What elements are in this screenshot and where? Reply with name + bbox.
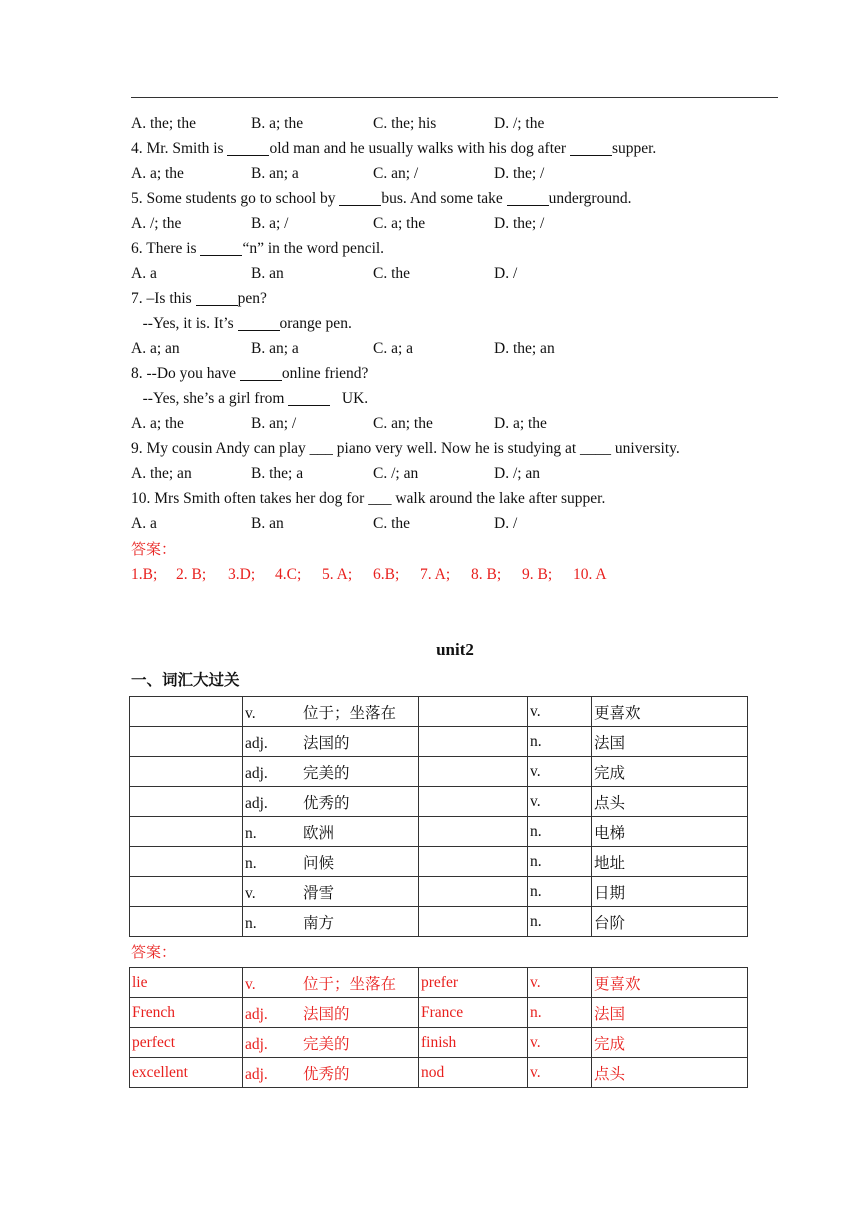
- word-cell: [419, 847, 528, 877]
- word-cell: [419, 877, 528, 907]
- meaning: 问候: [303, 854, 335, 872]
- definition-cell: [243, 817, 419, 847]
- part-of-speech: v.: [245, 704, 256, 722]
- question-7: 7. –Is this pen?: [131, 290, 267, 307]
- q5-options: [131, 211, 545, 236]
- answer-item: 5. A;: [322, 566, 353, 583]
- word-cell: French: [130, 998, 243, 1028]
- word-cell: finish: [419, 1028, 528, 1058]
- answer-item: 3.D;: [228, 566, 256, 583]
- meaning: 完成: [592, 757, 748, 787]
- answer-blank: [339, 190, 381, 206]
- q10-options: [131, 511, 518, 536]
- question-5: 5. Some students go to school by bus. And some take underground.: [131, 190, 632, 207]
- q8-options: [131, 411, 547, 436]
- meaning: 位于；坐落在: [303, 975, 397, 993]
- part-of-speech: n.: [528, 847, 592, 877]
- option-b: B. the; a: [251, 465, 304, 482]
- part-of-speech: n.: [528, 817, 592, 847]
- part-of-speech: v.: [528, 1028, 592, 1058]
- word-cell: excellent: [130, 1058, 243, 1088]
- definition-cell: [243, 907, 419, 937]
- option-b: B. a; /: [251, 215, 289, 232]
- word-cell: [130, 727, 243, 757]
- word-cell: [419, 757, 528, 787]
- definition-cell: [243, 1058, 419, 1088]
- word-cell: France: [419, 998, 528, 1028]
- part-of-speech: v.: [528, 697, 592, 727]
- option-b: B. an; a: [251, 165, 299, 182]
- question-10: 10. Mrs Smith often takes her dog for ___ walk around the lake after supper.: [131, 490, 606, 507]
- part-of-speech: v.: [245, 975, 256, 993]
- word-cell: [419, 787, 528, 817]
- answer-blank: [507, 190, 549, 206]
- word-cell: [130, 787, 243, 817]
- word-cell: [130, 757, 243, 787]
- part-of-speech: adj.: [245, 1035, 268, 1053]
- answer-item: 8. B;: [471, 566, 502, 583]
- answer-blank: [288, 390, 330, 406]
- definition-cell: [243, 697, 419, 727]
- meaning: 完成: [592, 1028, 748, 1058]
- table-row: [130, 757, 748, 787]
- option-c: C. the: [373, 515, 411, 532]
- option-a: A. a; an: [131, 340, 180, 357]
- part-of-speech: n.: [245, 914, 257, 932]
- word-cell: [130, 877, 243, 907]
- table-row: [130, 817, 748, 847]
- meaning: 日期: [592, 877, 748, 907]
- meaning: 欧洲: [303, 824, 335, 842]
- option-c: C. the; his: [373, 115, 437, 132]
- part-of-speech: v.: [528, 968, 592, 998]
- word-cell: [419, 907, 528, 937]
- question-8-line-2: --Yes, she’s a girl from UK.: [131, 390, 369, 407]
- answer-blank: [227, 140, 269, 156]
- word-cell: [130, 907, 243, 937]
- answer-item: 6.B;: [373, 566, 400, 583]
- answer-item: 2. B;: [176, 566, 207, 583]
- table-row: [130, 727, 748, 757]
- word-cell: [419, 727, 528, 757]
- option-a: A. a: [131, 515, 157, 532]
- definition-cell: [243, 1028, 419, 1058]
- option-b: B. an; a: [251, 340, 299, 357]
- table-row: [130, 877, 748, 907]
- answer-item: 10. A: [573, 566, 607, 583]
- word-cell: [419, 817, 528, 847]
- table-row: [130, 1028, 748, 1058]
- part-of-speech: n.: [528, 998, 592, 1028]
- option-c: C. the: [373, 265, 411, 282]
- meaning: 优秀的: [303, 794, 350, 812]
- option-a: A. a; the: [131, 415, 184, 432]
- option-d: D. the; an: [494, 340, 555, 357]
- question-9: 9. My cousin Andy can play ___ piano very well. Now he is studying at ____ university.: [131, 440, 680, 457]
- option-a: A. a: [131, 265, 157, 282]
- part-of-speech: adj.: [245, 1005, 268, 1023]
- part-of-speech: adj.: [245, 794, 268, 812]
- option-a: A. /; the: [131, 215, 182, 232]
- option-b: B. an: [251, 515, 284, 532]
- q3-options: [131, 111, 545, 136]
- answer-blank: [196, 290, 238, 306]
- answer-item: 9. B;: [522, 566, 553, 583]
- definition-cell: [243, 968, 419, 998]
- option-b: B. a; the: [251, 115, 304, 132]
- option-b: B. an: [251, 265, 284, 282]
- header-rule: [131, 97, 778, 98]
- word-cell: [130, 847, 243, 877]
- answer-item: 4.C;: [275, 566, 302, 583]
- table-row: [130, 998, 748, 1028]
- question-8: 8. --Do you have online friend?: [131, 365, 369, 382]
- part-of-speech: n.: [245, 824, 257, 842]
- definition-cell: [243, 757, 419, 787]
- q6-options: [131, 261, 518, 286]
- option-d: D. /; the: [494, 115, 545, 132]
- option-d: D. /; an: [494, 465, 541, 482]
- q4-options: [131, 161, 545, 186]
- part-of-speech: n.: [528, 877, 592, 907]
- meaning: 更喜欢: [592, 697, 748, 727]
- option-d: D. a; the: [494, 415, 547, 432]
- meaning: 点头: [592, 1058, 748, 1088]
- part-of-speech: n.: [245, 854, 257, 872]
- word-cell: [419, 697, 528, 727]
- meaning: 法国的: [303, 734, 350, 752]
- table-row: [130, 847, 748, 877]
- definition-cell: [243, 847, 419, 877]
- answer-label: 答案：: [131, 540, 177, 558]
- question-6: 6. There is “n” in the word pencil.: [131, 240, 385, 257]
- option-b: B. an; /: [251, 415, 297, 432]
- question-4: 4. Mr. Smith is old man and he usually walks with his dog after supper.: [131, 140, 657, 157]
- meaning: 电梯: [592, 817, 748, 847]
- word-cell: nod: [419, 1058, 528, 1088]
- meaning: 法国: [592, 998, 748, 1028]
- meaning: 南方: [303, 914, 335, 932]
- answer-blank: [238, 315, 280, 331]
- answer-blank: [240, 365, 282, 381]
- definition-cell: [243, 727, 419, 757]
- option-d: D. /: [494, 265, 518, 282]
- answer-blank: [200, 240, 242, 256]
- definition-cell: [243, 998, 419, 1028]
- word-cell: [130, 817, 243, 847]
- meaning: 完美的: [303, 1035, 350, 1053]
- table-row: [130, 787, 748, 817]
- meaning: 法国的: [303, 1005, 350, 1023]
- vocab-table: [129, 696, 748, 937]
- table-answer-label: 答案：: [131, 943, 177, 961]
- definition-cell: [243, 877, 419, 907]
- question-7-line-2: --Yes, it is. It’s orange pen.: [131, 315, 352, 332]
- meaning: 台阶: [592, 907, 748, 937]
- part-of-speech: n.: [528, 907, 592, 937]
- meaning: 地址: [592, 847, 748, 877]
- table-row: [130, 1058, 748, 1088]
- answer-blank: [570, 140, 612, 156]
- part-of-speech: n.: [528, 727, 592, 757]
- word-cell: [130, 697, 243, 727]
- option-d: D. the; /: [494, 165, 545, 182]
- option-c: C. a; the: [373, 215, 426, 232]
- answer-item: 1.B;: [131, 566, 158, 583]
- meaning: 法国: [592, 727, 748, 757]
- part-of-speech: v.: [528, 1058, 592, 1088]
- q7-options: [131, 336, 555, 361]
- meaning: 完美的: [303, 764, 350, 782]
- definition-cell: [243, 787, 419, 817]
- meaning: 位于；坐落在: [303, 704, 397, 722]
- option-c: C. an; /: [373, 165, 419, 182]
- unit-title: unit2: [436, 640, 474, 659]
- word-cell: lie: [130, 968, 243, 998]
- part-of-speech: adj.: [245, 764, 268, 782]
- option-d: D. the; /: [494, 215, 545, 232]
- word-cell: perfect: [130, 1028, 243, 1058]
- word-cell: prefer: [419, 968, 528, 998]
- part-of-speech: v.: [528, 757, 592, 787]
- table-row: [130, 968, 748, 998]
- part-of-speech: adj.: [245, 734, 268, 752]
- vocab-answer-table: [129, 967, 748, 1088]
- meaning: 更喜欢: [592, 968, 748, 998]
- part-of-speech: v.: [528, 787, 592, 817]
- option-a: A. the; an: [131, 465, 192, 482]
- part-of-speech: v.: [245, 884, 256, 902]
- section-title: 一、词汇大过关: [131, 671, 240, 689]
- part-of-speech: adj.: [245, 1065, 268, 1083]
- meaning: 点头: [592, 787, 748, 817]
- q9-options: [131, 461, 541, 486]
- meaning: 滑雪: [303, 884, 335, 902]
- option-c: C. /; an: [373, 465, 419, 482]
- answer-item: 7. A;: [420, 566, 451, 583]
- option-c: C. a; a: [373, 340, 414, 357]
- meaning: 优秀的: [303, 1065, 350, 1083]
- table-row: [130, 697, 748, 727]
- option-a: A. a; the: [131, 165, 184, 182]
- table-row: [130, 907, 748, 937]
- option-c: C. an; the: [373, 415, 433, 432]
- option-d: D. /: [494, 515, 518, 532]
- option-a: A. the; the: [131, 115, 196, 132]
